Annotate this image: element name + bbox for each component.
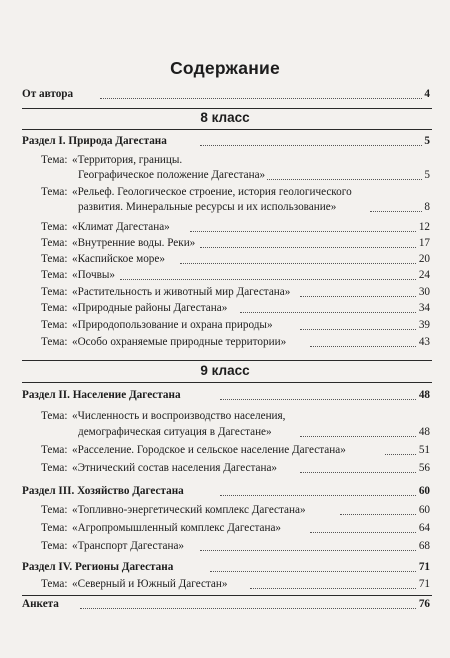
dot-leader xyxy=(200,247,424,248)
topic-page: 12 xyxy=(418,221,430,233)
toc-entry-from-author xyxy=(0,87,450,102)
toc-entry-label: От автора xyxy=(22,88,74,100)
dot-leader xyxy=(200,145,424,146)
topic-title-line: «Территория, границы. xyxy=(72,154,183,166)
topic-prefix: Тема: xyxy=(41,336,68,348)
toc-topic-soils xyxy=(0,268,450,283)
grade-9-heading: 9 класс xyxy=(200,363,250,378)
dot-leader xyxy=(120,279,424,280)
topic-prefix: Тема: xyxy=(41,237,68,249)
toc-topic-inland-waters xyxy=(0,236,450,251)
topic-title-line: «Природные районы Дагестана» xyxy=(72,302,228,314)
topic-title-line: «Почвы» xyxy=(72,269,115,281)
topic-title-line: «Природопользование и охрана природы» xyxy=(72,319,273,331)
dot-leader xyxy=(250,588,424,589)
divider-rule xyxy=(22,129,432,130)
dot-leader xyxy=(250,179,424,180)
topic-title-line: демографическая ситуация в Дагестане» xyxy=(78,426,272,438)
toc-topic-transport xyxy=(0,539,450,554)
topic-prefix: Тема: xyxy=(41,302,68,314)
dot-leader xyxy=(300,296,424,297)
topic-prefix: Тема: xyxy=(41,410,68,422)
dot-leader xyxy=(300,329,424,330)
topic-title-line: «Климат Дагестана» xyxy=(72,221,170,233)
toc-topic-ethnic xyxy=(0,461,450,476)
toc-topic-agro xyxy=(0,521,450,536)
toc-topic-line xyxy=(0,409,450,424)
dot-leader xyxy=(180,263,424,264)
dot-leader xyxy=(310,532,424,533)
dot-leader xyxy=(190,231,424,232)
topic-page: 20 xyxy=(418,253,430,265)
dot-leader xyxy=(310,346,424,347)
topic-page: 60 xyxy=(418,504,430,516)
topic-page: 39 xyxy=(418,319,430,331)
toc-topic-line xyxy=(0,153,450,168)
toc-topic-territory xyxy=(0,168,450,183)
dot-leader xyxy=(370,211,424,212)
dot-leader xyxy=(220,495,424,496)
topic-page: 30 xyxy=(418,286,430,298)
topic-title-line: «Северный и Южный Дагестан» xyxy=(72,578,228,590)
topic-page: 43 xyxy=(418,336,430,348)
grade-8-heading: 8 класс xyxy=(200,110,250,125)
dot-leader xyxy=(240,312,424,313)
topic-prefix: Тема: xyxy=(41,522,68,534)
topic-title-line: «Особо охраняемые природные территории» xyxy=(72,336,287,348)
topic-prefix: Тема: xyxy=(41,444,68,456)
toc-section-3 xyxy=(0,484,450,499)
topic-title-line: «Рельеф. Геологическое строение, история геологического xyxy=(72,186,352,198)
topic-page: 56 xyxy=(418,462,430,474)
toc-topic-fuel-energy xyxy=(0,503,450,518)
toc-topic-caspian xyxy=(0,252,450,267)
topic-prefix: Тема: xyxy=(41,253,68,265)
toc-section-page: 48 xyxy=(418,389,430,401)
topic-title-line: «Численность и воспроизводство населения, xyxy=(72,410,286,422)
dot-leader xyxy=(210,571,424,572)
divider-rule xyxy=(22,382,432,383)
topic-prefix: Тема: xyxy=(41,462,68,474)
toc-section-label: Раздел III. Хозяйство Дагестана xyxy=(22,485,184,497)
toc-section-page: 5 xyxy=(424,135,430,147)
topic-title-line: «Внутренние воды. Реки» xyxy=(72,237,196,249)
topic-title-line: Географическое положение Дагестана» xyxy=(78,169,266,181)
topic-title-line: «Расселение. Городское и сельское население Дагестана» xyxy=(72,444,346,456)
topic-page: 48 xyxy=(418,426,430,438)
topic-title-line: развития. Минеральные ресурсы и их использование» xyxy=(78,201,337,213)
toc-topic-north-south xyxy=(0,577,450,592)
toc-section-4 xyxy=(0,560,450,575)
toc-topic-line xyxy=(0,185,450,200)
topic-prefix: Тема: xyxy=(41,286,68,298)
topic-title-line: «Агропромышленный комплекс Дагестана» xyxy=(72,522,282,534)
topic-page: 24 xyxy=(418,269,430,281)
dot-leader xyxy=(340,514,424,515)
topic-page: 51 xyxy=(418,444,430,456)
topic-page: 68 xyxy=(418,540,430,552)
topic-prefix: Тема: xyxy=(41,504,68,516)
toc-section-page: 60 xyxy=(418,485,430,497)
dot-leader xyxy=(200,550,424,551)
topic-prefix: Тема: xyxy=(41,154,68,166)
topic-prefix: Тема: xyxy=(41,269,68,281)
toc-topic-natural-regions xyxy=(0,301,450,316)
divider-rule xyxy=(22,595,432,596)
toc-section-label: Раздел IV. Регионы Дагестана xyxy=(22,561,174,573)
toc-topic-climate xyxy=(0,220,450,235)
topic-page: 64 xyxy=(418,522,430,534)
toc-section-label: Раздел II. Население Дагестана xyxy=(22,389,181,401)
dot-leader xyxy=(80,608,424,609)
topic-title-line: «Каспийское море» xyxy=(72,253,165,265)
toc-topic-relief xyxy=(0,200,450,215)
divider-rule xyxy=(22,108,432,109)
toc-section-page: 71 xyxy=(418,561,430,573)
toc-entry-label: Анкета xyxy=(22,598,59,610)
dot-leader xyxy=(100,98,424,99)
toc-topic-population-size xyxy=(0,425,450,440)
topic-page: 34 xyxy=(418,302,430,314)
topic-prefix: Тема: xyxy=(41,221,68,233)
toc-section-label: Раздел I. Природа Дагестана xyxy=(22,135,167,147)
toc-entry-survey xyxy=(0,597,450,612)
dot-leader xyxy=(300,472,424,473)
toc-topic-settlement xyxy=(0,443,450,458)
page-title: Содержание xyxy=(170,58,280,78)
topic-title-line: «Этнический состав населения Дагестана» xyxy=(72,462,278,474)
topic-title-line: «Транспорт Дагестана» xyxy=(72,540,185,552)
divider-rule xyxy=(22,360,432,361)
topic-page: 5 xyxy=(424,169,430,181)
dot-leader xyxy=(300,436,424,437)
toc-section-1 xyxy=(0,134,450,149)
topic-page: 17 xyxy=(418,237,430,249)
toc-entry-page: 76 xyxy=(418,598,430,610)
topic-page: 71 xyxy=(418,578,430,590)
topic-page: 8 xyxy=(424,201,430,213)
topic-prefix: Тема: xyxy=(41,578,68,590)
toc-entry-page: 4 xyxy=(424,88,430,100)
toc-section-2 xyxy=(0,388,450,403)
dot-leader xyxy=(220,399,424,400)
topic-title-line: «Растительность и животный мир Дагестана» xyxy=(72,286,291,298)
toc-topic-nature-management xyxy=(0,318,450,333)
topic-prefix: Тема: xyxy=(41,186,68,198)
topic-prefix: Тема: xyxy=(41,540,68,552)
topic-prefix: Тема: xyxy=(41,319,68,331)
toc-topic-flora-fauna xyxy=(0,285,450,300)
toc-topic-protected-areas xyxy=(0,335,450,350)
topic-title-line: «Топливно-энергетический комплекс Дагестана» xyxy=(72,504,306,516)
